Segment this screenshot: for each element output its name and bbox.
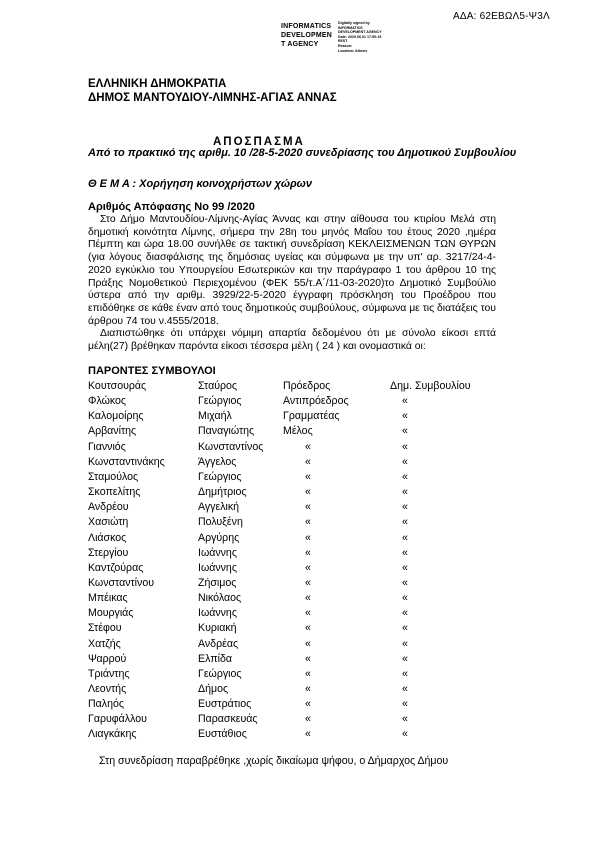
member-name: Αγγελική — [198, 501, 240, 514]
member-role: Γραμματέας — [283, 410, 340, 423]
member-body: « — [402, 622, 408, 635]
member-role: « — [305, 501, 311, 514]
member-surname: Σταμούλος — [88, 470, 139, 483]
member-role: « — [305, 561, 311, 574]
member-body: « — [402, 607, 408, 620]
member-surname: Στεργίου — [88, 546, 129, 559]
member-surname: Λιάσκος — [88, 531, 127, 544]
signature-detail-line: EEST — [338, 39, 348, 44]
member-name: Κυριακή — [198, 622, 237, 635]
member-body: « — [402, 698, 408, 711]
member-surname: Γαρυφάλλου — [88, 713, 147, 726]
member-name: Δήμος — [198, 683, 229, 695]
signature-detail-line: Location: Athens — [338, 48, 368, 53]
member-role: Μέλος — [283, 425, 313, 438]
member-surname: Γιαννιός — [88, 440, 126, 453]
member-role: « — [305, 698, 311, 711]
member-body: « — [402, 455, 408, 468]
member-name: Γεώργιος — [198, 470, 242, 483]
member-surname: Καντζούρας — [88, 561, 144, 574]
member-surname: Χασιώτη — [88, 516, 129, 529]
member-role: « — [305, 546, 311, 559]
member-role: « — [305, 516, 311, 529]
signature-detail-line: INFORMATICS — [338, 25, 363, 30]
member-role: « — [305, 455, 311, 468]
member-surname: Μπέικας — [88, 592, 128, 605]
member-name: Ευστάθιος — [198, 728, 247, 741]
member-name: Ανδρέας — [198, 637, 239, 650]
subject-line: Θ Ε Μ Α : Χορήγηση κοινοχρήστων χώρων — [88, 178, 312, 190]
signature-detail-line: Digitally signed by — [338, 21, 370, 25]
member-surname: Καλομοίρης — [88, 410, 144, 423]
member-name: Ιωάννης — [198, 546, 237, 559]
member-role: « — [305, 667, 311, 680]
members-heading: ΠΑΡΟΝΤΕΣ ΣΥΜΒΟΥΛΟΙ — [88, 365, 216, 377]
member-role: Πρόεδρος — [283, 380, 331, 392]
member-body: « — [402, 410, 408, 423]
member-name: Ιωάννης — [198, 607, 237, 620]
member-role: « — [305, 470, 311, 483]
member-role: « — [305, 576, 311, 589]
member-body: « — [402, 516, 408, 529]
member-body: « — [402, 425, 408, 438]
member-body: « — [402, 531, 408, 544]
member-surname: Τριάντης — [88, 667, 130, 680]
member-body: « — [402, 440, 408, 453]
member-role: « — [305, 486, 311, 499]
member-name: Άγγελος — [198, 455, 237, 468]
member-surname: Σκοπελίτης — [88, 486, 141, 499]
member-body: « — [402, 637, 408, 650]
member-surname: Κουτσουράς — [88, 380, 147, 392]
member-surname: Ψαρρού — [88, 652, 127, 665]
member-name: Παρασκευάς — [198, 713, 258, 726]
member-body: « — [402, 592, 408, 605]
member-name: Παναγιώτης — [198, 425, 255, 438]
logo-line: T AGENCY — [281, 41, 319, 48]
member-body: « — [402, 546, 408, 559]
signature-details — [338, 21, 382, 53]
member-body: « — [402, 713, 408, 726]
member-body: « — [402, 576, 408, 589]
member-role: « — [305, 531, 311, 544]
member-name: Γεώργιος — [198, 667, 242, 680]
member-body: « — [402, 395, 408, 408]
member-name: Δημήτριος — [198, 486, 247, 499]
member-body: « — [402, 683, 408, 695]
member-surname: Ανδρέου — [88, 501, 129, 514]
member-name: Αργύρης — [198, 531, 240, 544]
footer-text: Στη συνεδρίαση παραβρέθηκε ,χωρίς δικαίωμα ψήφου, ο Δήμαρχος Δήμου — [99, 755, 449, 767]
member-role: « — [305, 637, 311, 650]
republic-heading: ΕΛΛΗΝΙΚΗ ΔΗΜΟΚΡΑΤΙΑ — [88, 78, 227, 90]
member-surname: Παληός — [88, 698, 124, 711]
decision-number: Αριθμός Απόφασης Νο 99 /2020 — [88, 201, 255, 213]
member-surname: Φλώκος — [88, 395, 127, 408]
member-role: « — [305, 440, 311, 453]
member-name: Κωνσταντίνος — [198, 440, 264, 453]
member-surname: Κωνσταντινάκης — [88, 455, 165, 468]
member-role: « — [305, 683, 311, 695]
signature-detail-line: Reason: — [338, 43, 353, 48]
member-name: Πολυξένη — [198, 516, 243, 529]
municipality-heading: ΔΗΜΟΣ ΜΑΝΤΟΥΔΙΟΥ-ΛΙΜΝΗΣ-ΑΓΙΑΣ ΑΝΝΑΣ — [88, 92, 337, 104]
member-name: Μιχαήλ — [198, 410, 232, 423]
member-name: Σταύρος — [198, 380, 238, 392]
ada-code: ΑΔΑ: 62ΕΒΩΛ5-Ψ3Λ — [453, 11, 550, 22]
member-role: Αντιπρόεδρος — [283, 395, 349, 408]
member-body: « — [402, 728, 408, 741]
member-surname: Χατζής — [88, 637, 121, 650]
member-body: « — [402, 470, 408, 483]
member-surname: Στέφου — [88, 622, 122, 635]
signature-logo — [281, 22, 332, 49]
member-role: « — [305, 622, 311, 635]
logo-line: DEVELOPMEN — [281, 32, 333, 39]
member-name: Νικόλαος — [198, 592, 242, 605]
member-surname: Λεοντής — [88, 683, 127, 695]
body-paragraph: Στο Δήμο Μαντουδίου-Λίμνης-Αγίας Άννας και στην αίθουσα του κτιρίου Μελά στη δημοτική κοινότητα Λίμνης, σήμερα την 28η του μηνός Μαΐου του έτους 2020 ,ημέρα Πέμπτη και ώρα 18.00 συνήλθε σε τακτική συνεδρίαση ΚΕΚΛΕΙΣΜΕΝΩΝ ΤΩΝ ΘΥΡΩΝ (για λόγους διασφάλισης της δημόσιας υγείας και σύμφωνα με την υπ' αρ. 3217/24-4-2020 εγκύκλιο του Υπουργείου Εσωτερικών και την παράγραφο 1 του άρθρου 10 της Πράξης Νομοθετικού Περιεχομένου (ΦΕΚ 55/τ.Α΄/11-03-2020)το Δημοτικό Συμβούλιο ύστερα από την αριθμ. 3929/22-5-2020 έγγραφη πρόσκληση του Προέδρου που επιδόθηκε σε κάθε έναν από τους δημοτικούς συμβούλους, σύμφωνα με τις διατάξεις του άρθρου 74 του ν.4555/2018. — [88, 214, 496, 327]
member-surname: Μουργιάς — [88, 607, 134, 620]
member-role: « — [305, 607, 311, 620]
signature-detail-line: Date: 2020.06.01 17:50:15 — [338, 34, 382, 39]
member-body: « — [402, 652, 408, 665]
body-text — [88, 214, 496, 354]
member-surname: Λιαγκάκης — [88, 728, 137, 741]
member-name: Ζήσιμος — [198, 576, 237, 589]
member-body: « — [402, 667, 408, 680]
member-role: « — [305, 652, 311, 665]
member-body: « — [402, 486, 408, 499]
signature-detail-line: DEVELOPMENT AGENCY — [338, 30, 382, 35]
member-body: Δημ. Συμβουλίου — [390, 380, 471, 392]
member-surname: Κωνσταντίνου — [88, 576, 155, 589]
logo-line: INFORMATICS — [281, 23, 332, 30]
member-surname: Αρβανίτης — [88, 425, 137, 438]
minutes-reference: Από το πρακτικό της αριθμ. 10 /28-5-2020 συνεδρίασης του Δημοτικού Συμβουλίου — [88, 147, 517, 159]
document-title: ΑΠΟΣΠΑΣΜΑ — [213, 136, 305, 148]
member-body: « — [402, 561, 408, 574]
member-role: « — [305, 592, 311, 605]
member-name: Ευστράτιος — [198, 698, 252, 711]
member-name: Ιωάννης — [198, 561, 237, 574]
member-role: « — [305, 713, 311, 726]
body-paragraph: Διαπιστώθηκε ότι υπάρχει νόμιμη απαρτία δεδομένου ότι με σύνολο είκοσι επτά μέλη(27) βρέθηκαν παρόντα είκοσι τέσσερα μέλη ( 24 ) και ονομαστικά οι: — [88, 328, 496, 353]
member-role: « — [305, 728, 311, 741]
member-name: Ελπίδα — [198, 652, 233, 665]
member-name: Γεώργιος — [198, 395, 242, 408]
member-body: « — [402, 501, 408, 514]
